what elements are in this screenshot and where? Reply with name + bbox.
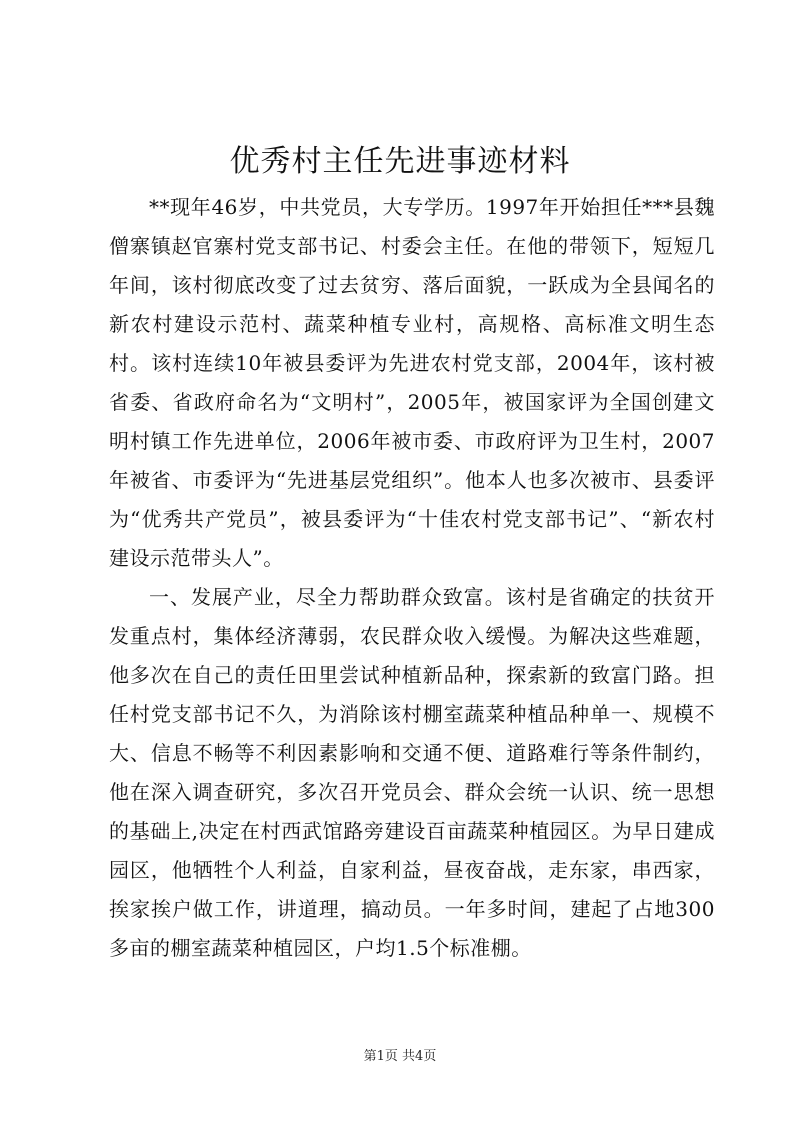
paragraph-section-1: 一、发展产业，尽全力帮助群众致富。该村是省确定的扶贫开发重点村，集体经济薄弱，农民群众收入缓慢。为解决这些难题，他多次在自己的责任田里尝试种植新品种，探索新的致富门路。担任村党支部书记不久，为消除该村棚室蔬菜种植品种单一、规模不大、信息不畅等不利因素影响和交通不便、道路难行等条件制约，他在深入调查研究，多次召开党员会、群众会统一认识、统一思想的基础上,决定在村西武馆路旁建设百亩蔬菜种植园区。为早日建成园区，他牺牲个人利益，自家利益，昼夜奋战，走东家，串西家，挨家挨户做工作，讲道理，搞动员。一年多时间，建起了占地300多亩的棚室蔬菜种植园区，户均1.5个标准棚。 (109, 585, 715, 960)
document-title: 优秀村主任先进事迹材料 (229, 144, 571, 179)
document-body (109, 188, 715, 968)
paragraph-intro: **现年46岁，中共党员，大专学历。1997年开始担任***县魏僧寨镇赵官寨村党支部书记、村委会主任。在他的带领下，短短几年间，该村彻底改变了过去贫穷、落后面貌，一跃成为全县闻名的新农村建设示范村、蔬菜种植专业村，高规格、高标准文明生态村。该村连续10年被县委评为先进农村党支部，2004年，该村被省委、省政府命名为“文明村”，2005年，被国家评为全国创建文明村镇工作先进单位，2006年被市委、市政府评为卫生村，2007年被省、市委评为“先进基层党组织”。他本人也多次被市、县委评为“优秀共产党员”，被县委评为“十佳农村党支部书记”、“新农村建设示范带头人”。 (109, 195, 715, 570)
page-number-footer: 第1页 共4页 (363, 1049, 437, 1064)
